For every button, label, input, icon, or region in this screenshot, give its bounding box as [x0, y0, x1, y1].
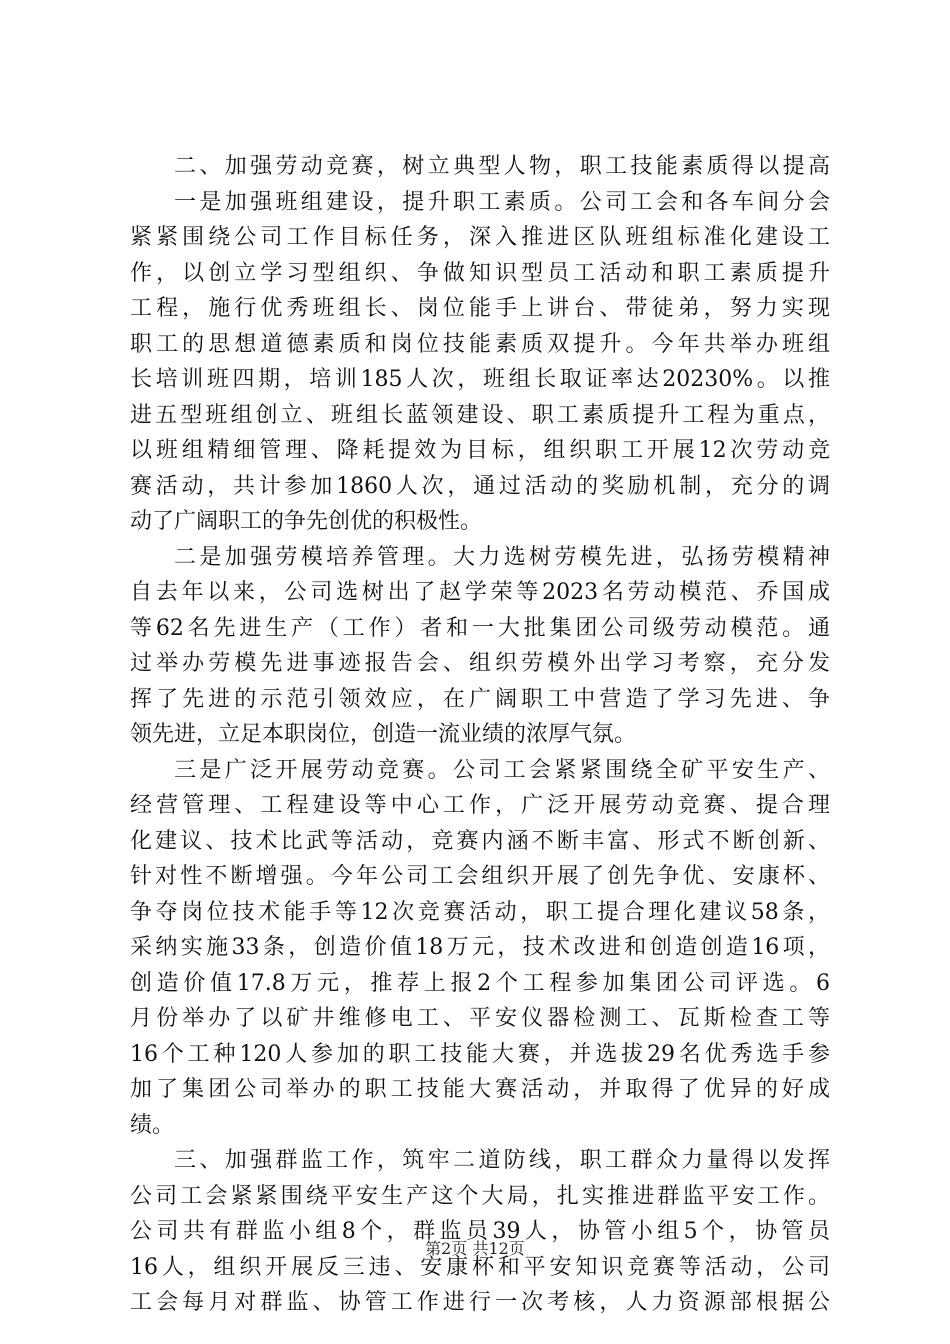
- paragraph-line: 以班组精细管理、降耗提效为目标，组织职工开展12次劳动竞: [130, 438, 830, 463]
- paragraph-line: 16人，组织开展反三违、安康杯和平安知识竞赛等活动，公司: [130, 1254, 830, 1280]
- paragraph-line: 采纳实施33条，创造价值18万元，技术改进和创造创造16项，: [130, 935, 830, 960]
- paragraph-line: 职工的思想道德素质和岗位技能素质双提升。今年共举办班组: [130, 331, 830, 357]
- paragraph-line: 赛活动，共计参加1860人次，通过活动的奖励机制，充分的调: [130, 473, 830, 499]
- section-heading: 二、加强劳动竞赛，树立典型人物，职工技能素质得以提高: [174, 154, 830, 179]
- paragraph-line: 二是加强劳模培养管理。大力选树劳模先进，弘扬劳模精神: [174, 544, 830, 570]
- paragraph-line: 工程，施行优秀班组长、岗位能手上讲台、带徒弟，努力实现: [130, 296, 830, 321]
- paragraph-line: 16个工种120人参加的职工技能大赛，并选拔29名优秀选手参: [130, 1041, 830, 1067]
- section-heading: 三、加强群监工作，筑牢二道防线，职工群众力量得以发挥: [174, 1148, 830, 1173]
- paragraph-line: 紧紧围绕公司工作目标任务，深入推进区队班组标准化建设工: [130, 225, 830, 250]
- paragraph-line: 作，以创立学习型组织、争做知识型员工活动和职工素质提升: [130, 260, 830, 286]
- paragraph-line: 争夺岗位技术能手等12次竞赛活动，职工提合理化建议58条，: [130, 899, 830, 925]
- document-body: [130, 149, 830, 1321]
- paragraph-line: 自去年以来，公司选树出了赵学荣等2023名劳动模范、乔国成: [130, 580, 830, 605]
- paragraph-line: 挥了先进的示范引领效应，在广阔职工中营造了学习先进、争: [130, 686, 830, 712]
- paragraph-line: 长培训班四期，培训185人次，班组长取证率达20230%。以推: [130, 367, 830, 392]
- paragraph-line: 工会每月对群监、协管工作进行一次考核，人力资源部根据公: [130, 1290, 830, 1315]
- paragraph-line: 过举办劳模先进事迹报告会、组织劳模外出学习考察，充分发: [130, 651, 830, 676]
- paragraph-line: 动了广阔职工的争先创优的积极性。: [130, 509, 483, 534]
- paragraph-line: 绩。: [130, 1112, 175, 1138]
- paragraph-line: 公司工会紧紧围绕平安生产这个大局，扎实推进群监平安工作。: [130, 1183, 830, 1209]
- paragraph-line: 一是加强班组建设，提升职工素质。公司工会和各车间分会: [174, 189, 830, 215]
- paragraph-line: 进五型班组创立、班组长蓝领建设、职工素质提升工程为重点，: [130, 402, 830, 428]
- paragraph-line: 领先进，立足本职岗位，创造一流业绩的浓厚气氛。: [130, 722, 637, 747]
- paragraph-line: 加了集团公司举办的职工技能大赛活动，并取得了优异的好成: [130, 1077, 830, 1102]
- paragraph-line: 三是广泛开展劳动竞赛。公司工会紧紧围绕全矿平安生产、: [174, 757, 830, 783]
- paragraph-line: 化建议、技术比武等活动，竞赛内涵不断丰富、形式不断创新、: [130, 828, 830, 854]
- paragraph-line: 月份举办了以矿井维修电工、平安仪器检测工、瓦斯检查工等: [130, 1006, 830, 1031]
- paragraph-line: 经营管理、工程建设等中心工作，广泛开展劳动竞赛、提合理: [130, 793, 830, 818]
- paragraph-line: 创造价值17.8万元，推荐上报2个工程参加集团公司评选。6: [130, 970, 830, 996]
- paragraph-line: 针对性不断增强。今年公司工会组织开展了创先争优、安康杯、: [130, 864, 830, 889]
- paragraph-line: 等62名先进生产（工作）者和一大批集团公司级劳动模范。通: [130, 615, 830, 641]
- paragraph-line: 公司共有群监小组8个，群监员39人，协管小组5个，协管员: [130, 1219, 830, 1244]
- page-number: 第2页 共12页: [425, 1239, 525, 1258]
